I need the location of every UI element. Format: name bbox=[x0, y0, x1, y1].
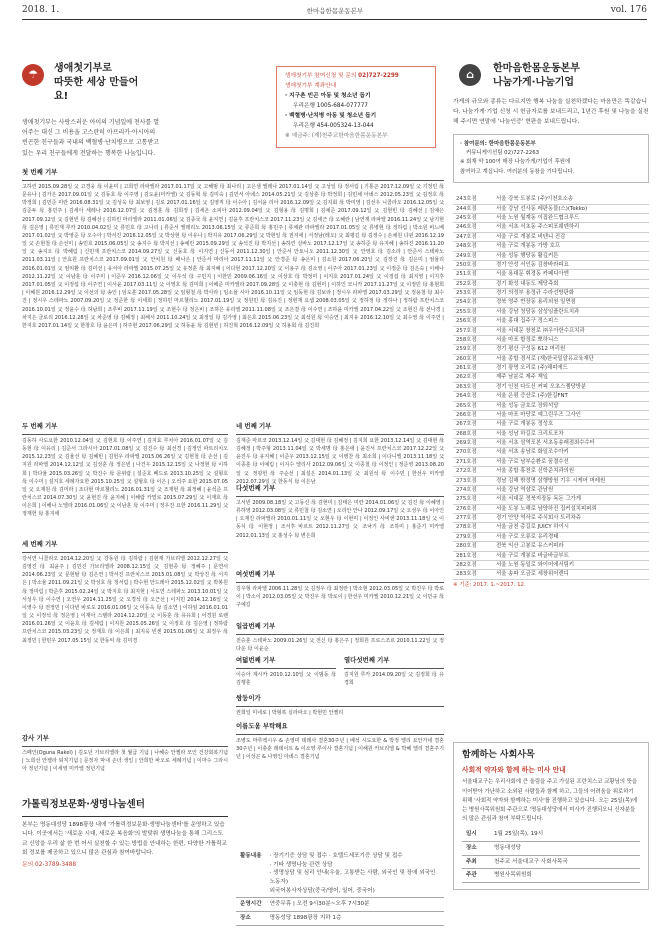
store-number: 243호점 bbox=[453, 195, 493, 204]
table-row bbox=[453, 429, 649, 438]
right-column bbox=[453, 62, 649, 879]
store-name: 서울 성동 금호로 장퇴석당 bbox=[493, 401, 649, 410]
store-name: 서울 마포 합정로 뽀하니스 bbox=[493, 335, 649, 344]
table-row bbox=[453, 232, 649, 241]
store-number: 265호점 bbox=[453, 401, 493, 410]
store-number: 247호점 bbox=[453, 232, 493, 241]
row-key: 일시 bbox=[462, 828, 490, 841]
store-number: 267호점 bbox=[453, 420, 493, 429]
lead-title-1: 생애첫기부로 bbox=[54, 63, 112, 74]
donor-fourth bbox=[236, 422, 444, 486]
donor-sixth bbox=[236, 570, 444, 609]
row-value: 명동대성당 bbox=[490, 842, 640, 856]
donor-list-fifth: 고서빈 2009.08.18일 父 고동신 母 김현미 | 김태은 미란 2014.01.06일 父 김진 母 이혜영 | 류하영 2012.03.08일 父 류민철 母 김소연 | 오리안 안나 2012.09.17일 父 오성우 母 이아인 | 오재진 라파엘라 2010.01.11일 父 오현우 母 이현미 | 이정인 사비엔 2013.11.18일 父 이동식 母 이현정 | 조서후 바르트 2012.11.27일 父 조낙기 母 조하미 | 홍준기 미카엘 2012.01.13일 父 홍성수 母 변은희 bbox=[236, 499, 444, 539]
donor-list-sixth: 김우형 라파엘 2006.11.28일 父 김정우 母 최정란 | 박소현 2012.03.05일 父 박진우 母 박로이 | 박소이 2012.03.05일 父 박진우 母 박로이 | 한선우 미카엘 2010.12.21일 父 이민규 母 구예길 bbox=[236, 585, 444, 609]
donor-list-second: 김동하 사도요한 2010.12.04일 父 김현호 母 이주연 | 김지효 루치아 2016.01.07일 父 김동현 母 이유리 | 김준서 그라시아 2017.01.08일 父 김진수 母 최선경 | 김정인 파트리치오 2015.12.23일 父 김율선 母 김혜빈 | 김헌우 라파엘 2015.06.26일 父 김현철 母 손선 | 김지원 라파엘 2014.12.12일 父 김성훈 母 정은빈 | 나건우 2015.12.15일 父 나정현 母 이하희 | 박다율 2015.03.26일 父 박진수 母 문위람 | 설준호 베드로 2013.10.25일 父 설형호 母 이수미 | 설지호 세례자요한 2015.10.25일 父 설형호 母 이은 | 오석주 요한 2015.07.05일 父 오재원 母 김미라 | 조다현 마르첼리노 2016.01.31일 父 조재현 母 최정혜 | 윤석준 프란치스코 2014.07.30일 父 윤현진 母 윤지혜 | 이해람 카밀로 2015.07.29일 父 이재호 母 이은희 | 이해나 노엘라 2016.01.06일 父 이남훈 母 이주미 | 정우진 요한 2016.11.29일 父 정재헌 母 홍지애 bbox=[22, 437, 228, 518]
table-row bbox=[453, 523, 649, 532]
store-name: 서울 은평 증산로 (주)한길FNT bbox=[493, 392, 649, 401]
store-number: 245호점 bbox=[453, 214, 493, 223]
activity-item: · 기타 생명나눔 관련 상담 bbox=[269, 861, 333, 868]
section-head-thanks: 감사 기부 bbox=[22, 734, 228, 747]
store-name: 경기 평산 구성동 612 머리원 bbox=[493, 345, 649, 354]
store-number: 244호점 bbox=[453, 204, 493, 213]
store-number: 277호점 bbox=[453, 514, 493, 523]
store-number: 259호점 bbox=[453, 345, 493, 354]
store-number: 282호점 bbox=[453, 560, 493, 569]
donor-eighth bbox=[236, 656, 336, 687]
table-row bbox=[453, 214, 649, 223]
donor-list-eighth: 이승아 제시카 2010.12.10일 父 이범동 母 김행훈 bbox=[236, 671, 336, 687]
store-number: 252호점 bbox=[453, 279, 493, 288]
table-row bbox=[236, 850, 444, 898]
table-row bbox=[462, 869, 640, 883]
store-number: 273호점 bbox=[453, 476, 493, 485]
store-name: 서울 서대문 창천로 ㈜우아한수프치과 bbox=[493, 326, 649, 335]
store-number: 246호점 bbox=[453, 223, 493, 232]
store-number: 258호점 bbox=[453, 335, 493, 344]
store-number: 262호점 bbox=[453, 373, 493, 382]
donor-list-thanks: 스페인(Oguna Rakel) | 김도년 가브리엘라 첫 월급 기념 | 나혜승 안젤라 모인 건강회복기념 | 노희선 안젤라 퇴직기념 | 문정자 막내 손녀 생일 | 안희만 바오로 세례기념 | 이마수 그라시아 정년기념 | 이세영 미카엘 정년기념 bbox=[22, 749, 228, 773]
donor-memory bbox=[236, 722, 444, 761]
page-header bbox=[22, 4, 647, 18]
store-name: 서울 서초 삼역포본 서초동송래점최수수터 bbox=[493, 439, 649, 448]
box-phone: 02)727-2299 bbox=[358, 73, 399, 79]
store-number: 279호점 bbox=[453, 532, 493, 541]
table-row bbox=[453, 307, 649, 316]
section-head-sixth: 여섯번째 기부 bbox=[236, 570, 444, 583]
store-number: 250호점 bbox=[453, 260, 493, 269]
donor-list-seventh: 전승훈 스테파노 2009.01.26일 父 전신 母 홍은주 | 정희원 프로스조르 2010.11.22일 父 정다운 母 이윤순 bbox=[236, 637, 444, 653]
store-number: 268호점 bbox=[453, 429, 493, 438]
table-row bbox=[462, 855, 640, 869]
section-head-fifth: 다섯번째 기부 bbox=[236, 484, 444, 497]
table-row bbox=[453, 335, 649, 344]
store-name: 경기 안양 역삭로 주식회사 트리차쥬 bbox=[493, 514, 649, 523]
donor-first bbox=[22, 168, 444, 330]
store-name: 서울 강남 역삼로 관남원 bbox=[493, 485, 649, 494]
store-number: 261호점 bbox=[453, 364, 493, 373]
box-item-2: · 백혈병·난치병 아동 및 청소년 돕기 bbox=[285, 112, 377, 119]
store-inquiry-1: · 참여문의: 한마음한몸운동본부 bbox=[460, 140, 536, 147]
store-number: 248호점 bbox=[453, 242, 493, 251]
store-number: 264호점 bbox=[453, 392, 493, 401]
store-number: 278호점 bbox=[453, 523, 493, 532]
box-account-1: 우리은행 1005-684-077777 bbox=[293, 102, 368, 109]
store-name: 경기 광명 오리로 (주)해피에드 bbox=[493, 364, 649, 373]
center-info-table bbox=[236, 850, 444, 926]
info-center bbox=[22, 798, 228, 870]
table-row bbox=[453, 410, 649, 419]
store-name: 서울 도봉 노해로 남양하진 집커설치피퍼뢰 bbox=[493, 504, 649, 513]
store-name: 서울 금천 총길로 JUICY 하이시 bbox=[493, 523, 649, 532]
table-row bbox=[453, 392, 649, 401]
lead-intro: 생애첫기부는 사랑스러운 아이의 기념일에 천사를 열어주는 대신 그 비용을 고스란히 아프리카·아시아의 빈곤한 친구들과 국내의 백혈병·난치병으로 고통받고 있는 우리 친구들에게 전달하는 행복한 나눔입니다. bbox=[22, 119, 160, 157]
donor-twins bbox=[236, 694, 444, 717]
activity-item: · 생명상담 및 심리 안내(우울, 고통받는 사람, 외국인 및 장애 외국인노동자) bbox=[269, 870, 436, 885]
table-row bbox=[453, 382, 649, 391]
store-inquiry-3: ※ 회재 약 100여 매장 나눔가게/기업이 후원에 bbox=[460, 159, 571, 166]
table-row bbox=[453, 439, 649, 448]
center-phone: 문의 02-3789-3488 bbox=[22, 861, 77, 868]
store-name: 경남 김해 밖정명 삼행방원 기우 시케어 머레원 bbox=[493, 476, 649, 485]
donor-third bbox=[22, 540, 228, 645]
store-name: 서울 구로 개봉동 가방 호프 bbox=[493, 242, 649, 251]
store-name: 서울 종합 휴천로 신학준치과의원 bbox=[493, 467, 649, 476]
table-row bbox=[453, 354, 649, 363]
birth-donation-lead bbox=[22, 62, 160, 159]
store-name: 서울 구로 개봉로 비텐니 진감 bbox=[493, 232, 649, 241]
store-name: 서울 구로 개봉동 정성호 bbox=[493, 420, 649, 429]
table-row bbox=[453, 495, 649, 504]
store-name: 서울 마포 마당로 예그린우즈 그사인 bbox=[493, 410, 649, 419]
store-name: 서울 노원 월계동 이집완드협크루드 bbox=[493, 214, 649, 223]
section-head-eighth: 여덟번째 기부 bbox=[236, 656, 336, 669]
issue-date: 2018. 1. bbox=[22, 5, 60, 16]
store-name: 서울 서대문 정북지장동 독돈 그가게 bbox=[493, 495, 649, 504]
issue-volume: vol. 176 bbox=[610, 5, 647, 16]
row-key: 주최 bbox=[462, 855, 490, 869]
table-row bbox=[453, 476, 649, 485]
store-number: 270호점 bbox=[453, 448, 493, 457]
section-head-third: 세 번째 기부 bbox=[22, 540, 228, 553]
store-name: 서울 서초 송남로 화일조수아키 bbox=[493, 448, 649, 457]
header-rule bbox=[22, 19, 647, 20]
center-title: 가톨릭정보문화·생명나눔센터 bbox=[22, 798, 228, 817]
table-row bbox=[453, 204, 649, 213]
store-inquiry-box bbox=[453, 134, 649, 184]
table-row bbox=[453, 570, 649, 579]
store-number: 257호점 bbox=[453, 326, 493, 335]
table-row bbox=[453, 373, 649, 382]
store-name: 경기 화성 내동도 제당측회 bbox=[493, 279, 649, 288]
store-number: 260호점 bbox=[453, 354, 493, 363]
donor-list-fourth: 김재준 마르코 2013.12.14일 父 김대현 母 김혜정 | 김지희 요한 2013.12.14일 父 김대현 母 김혜정 | 박주형 2013.11.04일 父 박세명 母 홍은애 | 윤진서 프란치스코 2017.12.22일 父 윤진우 母 유지혜 | 이준우 2013.12.15일 父 이병찬 母 최소희 | 이다니엘 2013.11.18일 父 이종훈 母 이예림 | 이지수 엘리사 2012.09.06일 父 이종철 母 이정인 | 정준영 2013.08.20일 父 정광헌 母 주순선 | 최설은 2014.01.13일 父 최원석 母 이수민 | 한선우 미카엘 2012.07.29일 父 한동식 母 이은남 bbox=[236, 437, 444, 485]
store-intro: 가게의 규모와 종류는 다르지만 행복 나눔을 실천하겠다는 마음만은 똑같습니다. 나눔가게·기업 신청 시 헌금자로를 보내드리고, 1년간 후원 및 나눔을 실천해 주시면 연말에 '나눔인증' 현판을 보내드립니다. bbox=[453, 99, 649, 125]
store-name: 서울 용대문 휘경동 카페디아엔 bbox=[493, 270, 649, 279]
publisher-name: 한마음한몸운동본부 bbox=[306, 6, 364, 15]
place-value: 명동성당 1898광장 지하 1층 bbox=[266, 911, 444, 925]
store-number: 280호점 bbox=[453, 542, 493, 551]
table-row bbox=[453, 345, 649, 354]
social-title: 함께하는 사회사목 bbox=[462, 750, 535, 760]
store-name: 서울 강남 선사동 레판동물(스)(Tekko) bbox=[493, 204, 649, 213]
box-account-2: 우리은행 454-005324-13-044 bbox=[293, 122, 374, 129]
store-number: 251호점 bbox=[453, 270, 493, 279]
row-value: 천주교 서울대교구 사회사목국 bbox=[490, 855, 640, 869]
table-row bbox=[453, 560, 649, 569]
donor-list-first: 고하린 2015.09.28일 父 고경웅 母 이윤미 | 고희연 라파엘라 2017.01.17일 父 고혜범 母 최나리 | 고은샘 엘레나 2017.01.14일 父 고성일 母 정서림 | 기통곤 2017.12.09일 父 기정민 母 문유나 | 김가은 2017.09.01일 父 김동호 母 이주영 | 김도윤(미카엘) 父 김동혁 母 김미숙 | 김민서 아녜스 2014.05.21일 父 김상훈 母 박정희 | 김민채 아녜스 2012.05.23일 父 김정호 母 박정희 | 김민준 미란 2016.08.31일 父 김성욱 母 최보영 | 김로 2017.01.16일 父 김영직 母 이수아 | 김서윤 리아 2016.12.09일 父 김지회 母 박미영 | 김선우 니콜라오 2016.12.05일 父 김준두 母 홍민주 | 김세아 세레나 2016.12.07일 父 김정훈 母 김희정 | 김세온 소피아 2012.09.04일 父 김형용 母 김명희 | 김예준 2017.09.12일 父 김현빈 母 김혜선 | 김예은 2017.09.12일 父 김현빈 母 김혜선 | 김하린 마리엘라 2011.01.06일 父 김종국 母 윤지연 | 김윤후 프란치스코 2017.11.23일 父 김세근 母 오혜란 | 남연재 라파엘 2016.11.24일 父 남기현 母 김은영 | 류민재 루카 2010.04.02일 父 류민호 母 고나리 | 류준서 엘레리노 2013.06.15일 父 류준희 母 홍민주 | 류채관 라파엘라 2017.01.05일 父 류병현 母 정하림 | 박소원 비느베 2017.01.02일 父 박영준 母 오수아 | 박서진 2016.12.05일 父 박상현 母 이유나 | 박지유 2017.06.29일 父 박현일 母 권지애 | 서정남(레오) 父 최평길 母 김정수 | 손채원 다윈 2016.12.19일 父 손현철 母 손선미 | 송민호 2015.06.05일 父 송지수 母 박지선 | 송예린 2015.09.29일 父 송석진 母 박지선 | 송하린 실바노 2017.12.17일 父 송하준 母 유지혜 | 송하진 2016.11.20일 父 송지오 母 박혜림 | 신민재 프란치스코 2014.09.27일 父 신동호 母 이지연 | 신동서 2011.12.30일 | 안준서 안토니오 2011.12.30일 父 안영호 母 김소라 | 안준서 스테파노 2011.03.11일 | 안효원 프란치스코 2017.09.01일 父 안치원 母 배나은 | 안준서 마리아 2017.11.11일 父 안경준 母 송은미 | 김소원 2017.06.20일 父 김장진 母 김은미 | 엄율리 2016.01.01일 父 엄익환 母 김미선 | 유서아 라파엘 2015.07.25일 父 유정훈 母 최지혜 | 이다현 2017.12.20일 父 이용구 母 김소영 | 이주아 2017.01.23일 父 이정준 母 김은숙 | 이해나 2012.11.22일 父 이남훈 母 이주미 | 이준우 2016.12.06일 父 이우석 母 구민지 | 이한민 2009.06.16일 父 이상호 母 박정미 | 이지호 2017.01.24일 父 이정섭 母 최지영 | 이지후 2017.01.05일 父 이정섭 母 이주연 | 이서윤 2017.03.11일 父 이영호 母 김미희 | 이해준 미카엘라 2017.09.28일 父 이충현 母 김현미 | 이하인 모니카 2017.11.27일 父 이정민 母 홍현희 | 이혜원 2016.12.29일 父 이선의 母 송인 | 임도훈 2017.05.28일 父 임형철 母 박사라 | 임소율 시아 2016.10.11일 父 임동현 母 김보라 | 정시우 라파엘 2017.03.29일 父 정용철 母 최수진 | 정시우 스테파노 2007.09.20일 父 정준한 母 이세희 | 정하민 마르첼리노 2017.01.19일 父 정원민 母 김유진 | 정현재 요셉 2008.03.05일 父 정하정 母 정하나 | 정하람 프란치스코 2016.10.01일 父 정윤수 母 허남희 | 조루비 2017.11.19일 父 조현수 母 정은비 | 조하은 유리엘 2011.11.08일 父 조은결 母 이수연 | 조하윤 미카엘 2017.04.22일 父 조현진 母 선나경 | 차지은 클로리 2016.12.28일 父 차준영 母 김혜정 | 최해서 2011.10.24일 父 최정일 母 김가영 | 최은호 2015.06.23일 父 최석원 母 이승연 | 최지유 2016.12.10일 父 최수영 母 이주연 | 한지호 2017.01.14일 父 한창호 母 윤은미 | 허주현 2017.06.29일 父 허동윤 母 김현빈 | 허진혁 2016.12.09일 父 허용회 母 김진희 bbox=[22, 183, 444, 329]
store-name: 경기 인천 다도신 커피 오초스젬당방분 bbox=[493, 382, 649, 391]
section-head-second: 두 번째 기부 bbox=[22, 422, 228, 435]
table-row bbox=[453, 457, 649, 466]
store-name: 서울 송파 오금로 세창위어렌디 bbox=[493, 570, 649, 579]
store-name: 서울 노원 동일로 와이어에서팀키 bbox=[493, 560, 649, 569]
store-name: 전북 익산 고봉로 유스커피라 bbox=[493, 542, 649, 551]
row-value: 병원사목위원회 bbox=[490, 869, 640, 883]
hours-label: 운영시간 bbox=[236, 898, 266, 912]
store-list-note: ※ 기준: 2017. 1.~2017. 12. bbox=[453, 581, 526, 588]
row-key: 장소 bbox=[462, 842, 490, 856]
sharing-store-lead bbox=[453, 62, 649, 128]
table-row bbox=[453, 420, 649, 429]
store-name: 서울 서초 서초동 주스피포웨덴하리 bbox=[493, 223, 649, 232]
store-number: 271호점 bbox=[453, 457, 493, 466]
row-key: 주관 bbox=[462, 869, 490, 883]
store-number: 256호점 bbox=[453, 317, 493, 326]
table-row bbox=[453, 326, 649, 335]
row-value: 1월 25일(목), 19시 bbox=[490, 828, 640, 841]
donation-account-box bbox=[276, 66, 436, 148]
table-row bbox=[453, 504, 649, 513]
donor-list-memory: 조병도 마루엑시우 & 손영미 데레사 결혼30주년 | 배석 시도요한 & 박정 엘리 요안가네 결혼30주년 | 이충훈 레데이트 & 이소영 루이사 결혼기념 | 이해원 카브리엘 & 박혜 엘리 결혼주기년 | 이성곤 & 나영인 아녜스 결혼기념 bbox=[236, 737, 444, 761]
table-row bbox=[453, 551, 649, 560]
store-title-1: 한마음한몸운동본부 bbox=[493, 63, 580, 74]
store-name: 서울 홍대 집주구 정스피스 bbox=[493, 317, 649, 326]
table-row bbox=[236, 911, 444, 925]
table-row bbox=[453, 223, 649, 232]
table-row bbox=[453, 542, 649, 551]
donor-list-third: 강서연 니콜라오 2014.12.20일 父 강동원 母 김하람 | 김현재 가브리엘 2012.12.27일 父 김영진 母 최윤주 | 김민진 가브리엘라 2008.12.15일 父 김현종 母 정혜주 | 문연서 2014.06.23일 父 문현탈 母 김은연 | 박서진 프란치스코 2015.01.08일 父 박상진 母 서지은 | 박소율 2011.09.21일 父 박성호 母 정서림 | 박수현 안드레아 2015.12.02일 父 박봉원 母 정미림 | 박준후 2015.02.24일 父 박지호 母 최지현 | 서도연 스테파노 2013.10.01일 父 서성우 母 이수연 | 오연우 2014.11.25일 父 오경석 母 오근선 | 이지민 2014.12.16일 父 이영수 母 전정민 | 이다빈 바로도 2016.01.06일 父 이동욱 母 김소연 | 이하임 2016.01.01일 父 이정석 母 정은영 | 이재아 스텔라 2014.12.20일 父 이동훈 母 유유희 | 이경원 로렌 2016.01.26일 父 이윤호 母 김세림 | 이지원 2015.05.26일 父 이정호 母 김은영 | 정하람 프란치스코 2015.03.23일 父 정재호 母 이은희 | 최지욱 빈센 2015.01.06일 父 최정우 母 최정민 | 한민우 2017.05.15일 父 한동익 母 김미경 bbox=[22, 555, 228, 644]
store-name: 서울 성동 행당동 활깊커튼 bbox=[493, 251, 649, 260]
store-name: 서울 종합 경서로 (재)한국밀알유교육재단 bbox=[493, 354, 649, 363]
table-row bbox=[462, 842, 640, 856]
store-name: 제주 남분로 제주 책잎 bbox=[493, 373, 649, 382]
table-row bbox=[453, 242, 649, 251]
activity-item: · 장기기증 상담 및 접수 · 호텔드세포기증 상담 및 접수 bbox=[269, 853, 403, 859]
table-row bbox=[453, 448, 649, 457]
section-head-fifteenth: 열다섯번째 기부 bbox=[344, 656, 444, 669]
store-number: 275호점 bbox=[453, 495, 493, 504]
activity-list bbox=[266, 850, 444, 898]
store-name: 서울 성남 하길로 크리트포차 bbox=[493, 429, 649, 438]
store-name: 경기 의정부 용정규 수라선방판화 bbox=[493, 289, 649, 298]
table-row bbox=[453, 532, 649, 541]
social-mass-box bbox=[453, 742, 649, 890]
store-number: 269호점 bbox=[453, 439, 493, 448]
store-number: 272호점 bbox=[453, 467, 493, 476]
section-head-twins: 쌍둥이가 bbox=[236, 694, 444, 707]
section-head-fourth: 네 번째 기부 bbox=[236, 422, 444, 435]
store-title-2: 나눔가게·나눔기업 bbox=[493, 77, 575, 88]
place-label: 장소 bbox=[236, 911, 266, 925]
store-number: 249호점 bbox=[453, 251, 493, 260]
store-number: 255호점 bbox=[453, 307, 493, 316]
center-body: 본부는 명동대성당 1898광장 내에 '가톨릭정보문화·생명나눔센터'를 운영하고 있습니다. 이곳에서는 '새로운 시대, 새로운 복음화'의 발맞춰 생명나눔을 통해 그리스도교 신앙을 우리 삶 한 번 어서 실천할 수 있는 방법을 안내하는 한편, 다양한 가톨릭교회 정보를 제공하고 있으니 많은 관심과 참여바랍니다. bbox=[22, 821, 227, 857]
social-sub: 사회적 약자와 함께 하는 미사 안내 bbox=[462, 765, 566, 774]
donor-second bbox=[22, 422, 228, 519]
store-name: 경북 영주 반장동 용리외원 일면점 bbox=[493, 298, 649, 307]
table-row bbox=[453, 317, 649, 326]
social-info-table bbox=[462, 828, 640, 883]
box-account-label: 생애첫기부 계좌안내 bbox=[285, 82, 337, 89]
table-row bbox=[453, 298, 649, 307]
activity-label: 활동내용 bbox=[236, 850, 266, 898]
store-inquiry-4: 참여하고 계십니다. 여러분의 동참을 기다립니다. bbox=[460, 168, 575, 175]
table-row bbox=[453, 485, 649, 494]
section-head-memory: 이름도움 부탁해요 bbox=[236, 722, 444, 735]
box-item-1: · 지구촌 빈곤 아동 및 청소년 돕기 bbox=[285, 92, 371, 99]
table-row bbox=[453, 364, 649, 373]
table-row bbox=[453, 279, 649, 288]
store-list-table bbox=[453, 195, 649, 579]
gift-icon: ☂ bbox=[22, 64, 44, 86]
store-name: 서울 강북 도봉로 (주)이천호소송 bbox=[493, 195, 649, 204]
table-row bbox=[453, 195, 649, 204]
social-body: 서울대교구는 우리사회에 큰 울림을 주고 가실된 프란치스코 교황님의 뜻을 이어받아 가난하고 소외된 사람들과 함께 하고, 그들의 어려움을 위로하기 위해 '사회적 약자와 함께하는 미사'를 진행하고 있습니다. 오는 25일(목)에는 병원사목위원회 주관으로 '명동대성당에서 미사가 진행되오니 신자분들의 많은 관심과 참여 부탁드립니다. bbox=[462, 779, 638, 823]
shop-icon: ⌂ bbox=[459, 64, 481, 86]
table-row bbox=[453, 289, 649, 298]
store-number: 266호점 bbox=[453, 410, 493, 419]
donor-seventh bbox=[236, 622, 444, 653]
table-row bbox=[453, 270, 649, 279]
store-name: 서울 구로 남부순환로 꿈결수선 bbox=[493, 457, 649, 466]
store-name: 서울 구로 오류로 유리경태 bbox=[493, 532, 649, 541]
donor-fifth bbox=[236, 484, 444, 540]
store-number: 283호점 bbox=[453, 570, 493, 579]
donor-thanks bbox=[22, 734, 228, 773]
store-name: 서울 구로 개봉로 바글바글부트 bbox=[493, 551, 649, 560]
store-name: 서울 강남 청담동 삼성임플란트치과 bbox=[493, 307, 649, 316]
store-number: 263호점 bbox=[453, 382, 493, 391]
donor-list-twins: 권희일 미네로 | 박형복 실라파오 | 박현민 안젤리 bbox=[236, 709, 344, 716]
table-row bbox=[453, 251, 649, 260]
store-number: 276호점 bbox=[453, 504, 493, 513]
donor-fifteenth bbox=[344, 656, 444, 687]
section-head-first: 첫 번째 기부 bbox=[22, 168, 444, 181]
table-row bbox=[453, 260, 649, 269]
box-inquiry-label: 생애첫기부 참여신청 및 문의 bbox=[285, 73, 357, 79]
store-name: 경기 안성 서인동 김창바라피요 bbox=[493, 260, 649, 269]
lead-title-2: 따뜻한 세상 만들어요! bbox=[54, 77, 139, 102]
store-number: 253호점 bbox=[453, 289, 493, 298]
activity-item: 외국어봉사자상담(중국/영어, 일어, 중국어) bbox=[269, 887, 375, 894]
box-holder: ※ 예금주: (재)천주교한마음한몸운동본부 bbox=[285, 132, 388, 139]
store-number: 281호점 bbox=[453, 551, 493, 560]
table-row bbox=[453, 401, 649, 410]
store-number: 274호점 bbox=[453, 485, 493, 494]
store-inquiry-2: 커뮤니케이션팀 02)727-2263 bbox=[466, 149, 540, 156]
donor-list-fifteenth: 김지원 루카 2014.09.20일 父 김정희 母 유경희 bbox=[344, 671, 444, 687]
section-head-seventh: 일곱번째 기부 bbox=[236, 622, 444, 635]
table-row bbox=[462, 828, 640, 841]
table-row bbox=[236, 898, 444, 912]
store-number: 254호점 bbox=[453, 298, 493, 307]
hours-value: 연중무휴 | 오전 9시30분~오후 7시30분 bbox=[266, 898, 444, 912]
table-row bbox=[453, 514, 649, 523]
table-row bbox=[453, 467, 649, 476]
